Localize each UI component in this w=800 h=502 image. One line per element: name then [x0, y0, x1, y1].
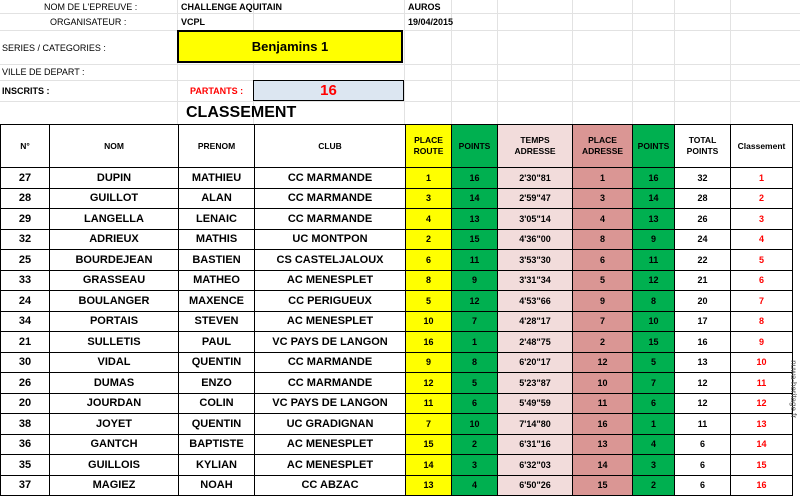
organisateur-value: VCPL [181, 17, 206, 27]
cell-temps: 5'23"87 [498, 373, 573, 394]
table-row [1, 332, 793, 353]
cell-prenom: PAUL [179, 332, 255, 353]
cell-prenom: ENZO [179, 373, 255, 394]
cell-place-route: 16 [406, 332, 452, 353]
results-body [1, 168, 793, 496]
cell-points-adresse: 2 [633, 475, 675, 496]
cell-total: 32 [675, 168, 731, 189]
cell-points-adresse: 11 [633, 250, 675, 271]
cell-num: 35 [1, 455, 50, 476]
partants-value: 16 [253, 80, 404, 101]
cell-classement: 7 [731, 291, 793, 312]
cell-club: CC MARMANDE [255, 209, 406, 230]
cell-place-adresse: 15 [573, 475, 633, 496]
cell-prenom: MAXENCE [179, 291, 255, 312]
cell-temps: 3'53"30 [498, 250, 573, 271]
header-points-adresse: POINTS [633, 125, 675, 168]
cell-temps: 6'50"26 [498, 475, 573, 496]
cell-nom: GUILLOT [50, 188, 179, 209]
cell-club: UC MONTPON [255, 229, 406, 250]
cell-classement: 13 [731, 414, 793, 435]
epreuve-label: NOM DE L'EPREUVE : [44, 2, 138, 12]
cell-num: 32 [1, 229, 50, 250]
cell-num: 29 [1, 209, 50, 230]
cell-total: 16 [675, 332, 731, 353]
cell-place-adresse: 1 [573, 168, 633, 189]
categorie-box: Benjamins 1 [177, 30, 403, 63]
cell-nom: DUPIN [50, 168, 179, 189]
epreuve-value: CHALLENGE AQUITAIN [181, 2, 282, 12]
cell-temps: 7'14"80 [498, 414, 573, 435]
cell-classement: 11 [731, 373, 793, 394]
table-row [1, 475, 793, 496]
table-row [1, 250, 793, 271]
cell-temps: 2'48"75 [498, 332, 573, 353]
cell-place-adresse: 13 [573, 434, 633, 455]
cell-points-route: 7 [452, 311, 498, 332]
cell-club: AC MENESPLET [255, 311, 406, 332]
cell-club: CS CASTELJALOUX [255, 250, 406, 271]
cell-points-adresse: 4 [633, 434, 675, 455]
cell-points-route: 9 [452, 270, 498, 291]
cell-temps: 6'20"17 [498, 352, 573, 373]
header-club: CLUB [255, 125, 406, 168]
cell-points-route: 12 [452, 291, 498, 312]
cell-classement: 8 [731, 311, 793, 332]
cell-club: AC MENESPLET [255, 434, 406, 455]
cell-points-route: 14 [452, 188, 498, 209]
cell-num: 30 [1, 352, 50, 373]
header-total [675, 125, 731, 168]
cell-nom: ADRIEUX [50, 229, 179, 250]
cell-nom: BOURDEJEAN [50, 250, 179, 271]
cell-prenom: MATHEO [179, 270, 255, 291]
cell-prenom: KYLIAN [179, 455, 255, 476]
header-place-adresse-line2: ADRESSE [581, 146, 624, 156]
cell-points-adresse: 15 [633, 332, 675, 353]
cell-place-adresse: 14 [573, 455, 633, 476]
cell-total: 21 [675, 270, 731, 291]
cell-points-adresse: 12 [633, 270, 675, 291]
table-row [1, 352, 793, 373]
cell-club: CC MARMANDE [255, 168, 406, 189]
cell-place-route: 15 [406, 434, 452, 455]
cell-nom: DUMAS [50, 373, 179, 394]
cell-total: 28 [675, 188, 731, 209]
cell-points-route: 8 [452, 352, 498, 373]
cell-prenom: STEVEN [179, 311, 255, 332]
cell-place-adresse: 4 [573, 209, 633, 230]
cell-place-route: 11 [406, 393, 452, 414]
table-row [1, 311, 793, 332]
cell-points-route: 15 [452, 229, 498, 250]
cell-temps: 5'49"59 [498, 393, 573, 414]
header-temps-line1: TEMPS [520, 135, 550, 145]
header-place-adresse [573, 125, 633, 168]
header-classement: Classement [731, 125, 793, 168]
header-num: N° [1, 125, 50, 168]
table-row [1, 291, 793, 312]
cell-place-adresse: 8 [573, 229, 633, 250]
cell-place-route: 1 [406, 168, 452, 189]
cell-points-adresse: 5 [633, 352, 675, 373]
cell-num: 26 [1, 373, 50, 394]
cell-prenom: LENAIC [179, 209, 255, 230]
cell-place-adresse: 16 [573, 414, 633, 435]
cell-place-route: 2 [406, 229, 452, 250]
cell-points-adresse: 6 [633, 393, 675, 414]
watermark: nuwa-heritage.fr [789, 360, 798, 418]
cell-prenom: QUENTIN [179, 352, 255, 373]
cell-temps: 3'31"34 [498, 270, 573, 291]
cell-club: VC PAYS DE LANGON [255, 393, 406, 414]
table-row [1, 414, 793, 435]
cell-place-route: 14 [406, 455, 452, 476]
cell-num: 36 [1, 434, 50, 455]
header-row [1, 125, 793, 168]
cell-place-route: 10 [406, 311, 452, 332]
cell-total: 6 [675, 455, 731, 476]
cell-nom: LANGELLA [50, 209, 179, 230]
cell-points-route: 6 [452, 393, 498, 414]
cell-temps: 3'05"14 [498, 209, 573, 230]
cell-club: CC PERIGUEUX [255, 291, 406, 312]
page-title: CLASSEMENT [186, 104, 297, 121]
cell-prenom: BASTIEN [179, 250, 255, 271]
cell-place-route: 4 [406, 209, 452, 230]
cell-num: 38 [1, 414, 50, 435]
inscrits-label: INSCRITS : [2, 86, 50, 96]
cell-prenom: QUENTIN [179, 414, 255, 435]
cell-place-adresse: 12 [573, 352, 633, 373]
cell-classement: 12 [731, 393, 793, 414]
cell-classement: 15 [731, 455, 793, 476]
cell-club: CC MARMANDE [255, 352, 406, 373]
cell-total: 6 [675, 434, 731, 455]
cell-points-adresse: 13 [633, 209, 675, 230]
ville-label: VILLE DE DEPART : [2, 67, 85, 77]
cell-points-route: 4 [452, 475, 498, 496]
cell-total: 17 [675, 311, 731, 332]
cell-temps: 4'36"00 [498, 229, 573, 250]
series-label: SERIES / CATEGORIES : [2, 43, 106, 53]
cell-place-adresse: 6 [573, 250, 633, 271]
cell-points-adresse: 1 [633, 414, 675, 435]
date-value: 19/04/2015 [408, 17, 454, 27]
table-row [1, 373, 793, 394]
cell-club: VC PAYS DE LANGON [255, 332, 406, 353]
cell-num: 33 [1, 270, 50, 291]
cell-prenom: MATHIS [179, 229, 255, 250]
cell-points-adresse: 3 [633, 455, 675, 476]
table-row [1, 168, 793, 189]
cell-place-adresse: 2 [573, 332, 633, 353]
table-row [1, 229, 793, 250]
cell-classement: 3 [731, 209, 793, 230]
cell-total: 26 [675, 209, 731, 230]
cell-num: 28 [1, 188, 50, 209]
table-row [1, 455, 793, 476]
cell-classement: 9 [731, 332, 793, 353]
cell-place-route: 6 [406, 250, 452, 271]
cell-club: AC MENESPLET [255, 270, 406, 291]
cell-temps: 4'53"66 [498, 291, 573, 312]
cell-nom: MAGIEZ [50, 475, 179, 496]
cell-place-adresse: 9 [573, 291, 633, 312]
partants-label: PARTANTS : [190, 86, 244, 96]
cell-num: 20 [1, 393, 50, 414]
cell-points-route: 11 [452, 250, 498, 271]
header-place-route-line1: PLACE [414, 135, 443, 145]
cell-nom: BOULANGER [50, 291, 179, 312]
cell-points-route: 10 [452, 414, 498, 435]
header-total-line1: TOTAL [688, 135, 717, 145]
results-table [0, 124, 793, 496]
cell-place-adresse: 10 [573, 373, 633, 394]
cell-temps: 2'59"47 [498, 188, 573, 209]
cell-nom: SULLETIS [50, 332, 179, 353]
lieu-value: AUROS [408, 2, 441, 12]
cell-total: 12 [675, 373, 731, 394]
cell-place-adresse: 11 [573, 393, 633, 414]
cell-place-route: 3 [406, 188, 452, 209]
cell-place-route: 7 [406, 414, 452, 435]
cell-classement: 6 [731, 270, 793, 291]
cell-place-route: 13 [406, 475, 452, 496]
cell-num: 25 [1, 250, 50, 271]
cell-classement: 10 [731, 352, 793, 373]
cell-temps: 4'28"17 [498, 311, 573, 332]
table-row [1, 434, 793, 455]
cell-nom: VIDAL [50, 352, 179, 373]
cell-club: CC ABZAC [255, 475, 406, 496]
cell-points-route: 13 [452, 209, 498, 230]
cell-total: 20 [675, 291, 731, 312]
header-total-line2: POINTS [686, 146, 719, 156]
cell-num: 34 [1, 311, 50, 332]
cell-points-route: 16 [452, 168, 498, 189]
cell-classement: 2 [731, 188, 793, 209]
cell-total: 6 [675, 475, 731, 496]
cell-place-route: 9 [406, 352, 452, 373]
cell-points-route: 1 [452, 332, 498, 353]
cell-classement: 1 [731, 168, 793, 189]
table-row [1, 270, 793, 291]
cell-nom: GUILLOIS [50, 455, 179, 476]
cell-nom: GRASSEAU [50, 270, 179, 291]
cell-place-adresse: 3 [573, 188, 633, 209]
cell-place-adresse: 5 [573, 270, 633, 291]
cell-place-route: 12 [406, 373, 452, 394]
header-place-adresse-line1: PLACE [588, 135, 617, 145]
cell-classement: 14 [731, 434, 793, 455]
cell-temps: 6'31"16 [498, 434, 573, 455]
cell-points-route: 5 [452, 373, 498, 394]
cell-prenom: MATHIEU [179, 168, 255, 189]
cell-prenom: BAPTISTE [179, 434, 255, 455]
cell-club: CC MARMANDE [255, 188, 406, 209]
cell-num: 37 [1, 475, 50, 496]
cell-points-route: 3 [452, 455, 498, 476]
table-row [1, 209, 793, 230]
cell-points-adresse: 9 [633, 229, 675, 250]
cell-points-adresse: 8 [633, 291, 675, 312]
header-prenom: PRENOM [179, 125, 255, 168]
cell-club: UC GRADIGNAN [255, 414, 406, 435]
cell-points-route: 2 [452, 434, 498, 455]
cell-place-adresse: 7 [573, 311, 633, 332]
cell-classement: 4 [731, 229, 793, 250]
cell-num: 27 [1, 168, 50, 189]
cell-points-adresse: 10 [633, 311, 675, 332]
cell-temps: 2'30"81 [498, 168, 573, 189]
cell-prenom: ALAN [179, 188, 255, 209]
table-row [1, 188, 793, 209]
cell-prenom: COLIN [179, 393, 255, 414]
cell-classement: 16 [731, 475, 793, 496]
cell-classement: 5 [731, 250, 793, 271]
cell-prenom: NOAH [179, 475, 255, 496]
cell-num: 24 [1, 291, 50, 312]
cell-points-adresse: 16 [633, 168, 675, 189]
cell-points-adresse: 7 [633, 373, 675, 394]
header-temps [498, 125, 573, 168]
header-points-route: POINTS [452, 125, 498, 168]
cell-total: 24 [675, 229, 731, 250]
cell-club: AC MENESPLET [255, 455, 406, 476]
table-row [1, 393, 793, 414]
cell-num: 21 [1, 332, 50, 353]
header-temps-line2: ADRESSE [514, 146, 556, 156]
organisateur-label: ORGANISATEUR : [50, 17, 127, 27]
cell-club: CC MARMANDE [255, 373, 406, 394]
cell-place-route: 5 [406, 291, 452, 312]
cell-nom: PORTAIS [50, 311, 179, 332]
cell-total: 13 [675, 352, 731, 373]
cell-points-adresse: 14 [633, 188, 675, 209]
cell-total: 12 [675, 393, 731, 414]
cell-temps: 6'32"03 [498, 455, 573, 476]
cell-place-route: 8 [406, 270, 452, 291]
cell-total: 22 [675, 250, 731, 271]
cell-total: 11 [675, 414, 731, 435]
cell-nom: GANTCH [50, 434, 179, 455]
cell-nom: JOURDAN [50, 393, 179, 414]
cell-nom: JOYET [50, 414, 179, 435]
header-place-route-line2: ROUTE [413, 146, 444, 156]
header-place-route [406, 125, 452, 168]
header-nom: NOM [50, 125, 179, 168]
